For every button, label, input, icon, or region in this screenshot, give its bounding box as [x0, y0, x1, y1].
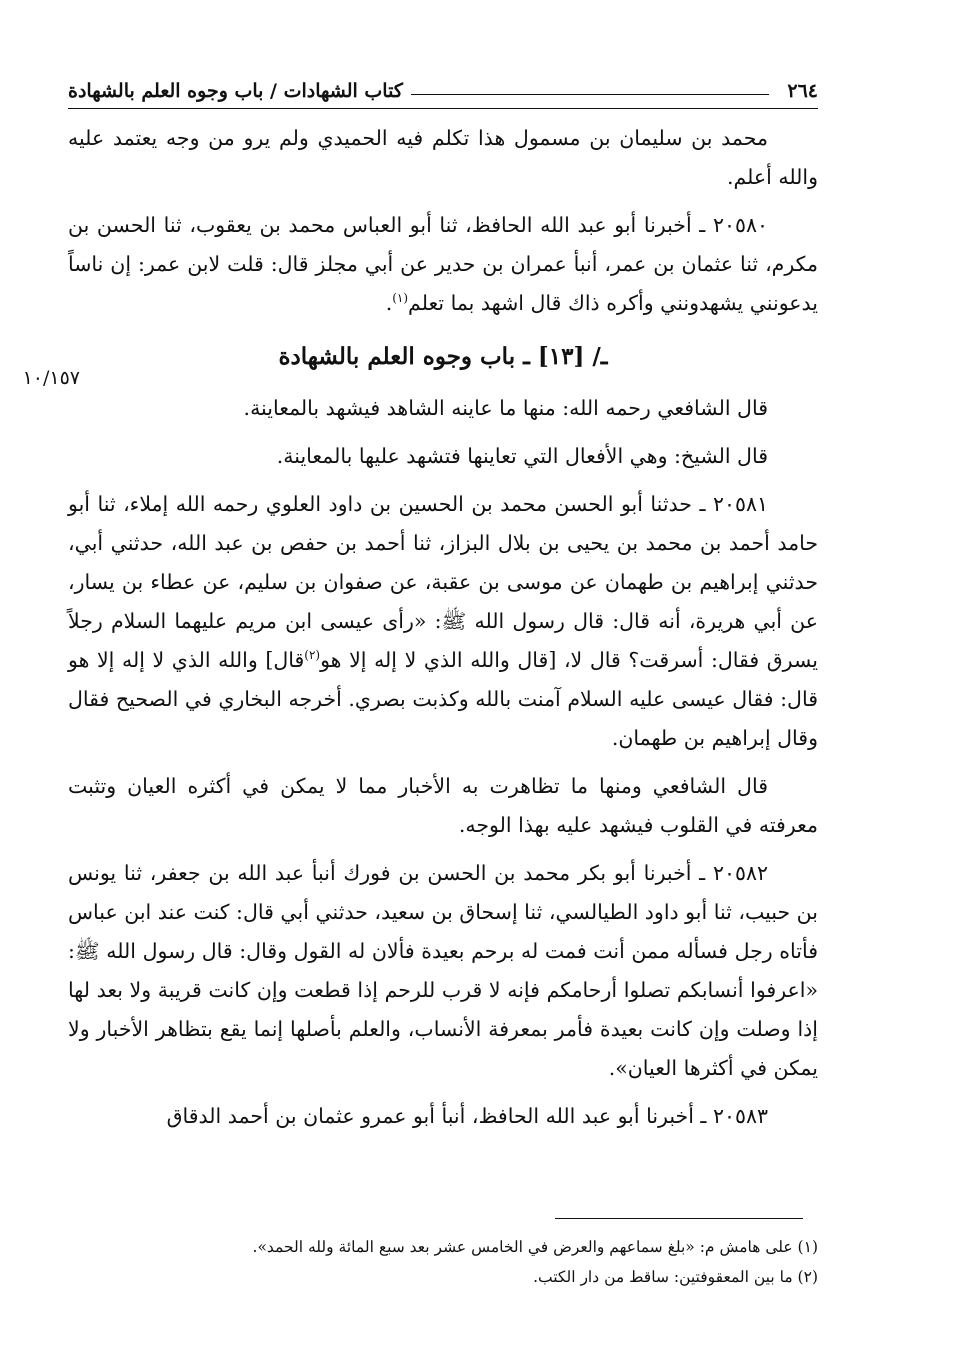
- page-number: ٢٦٤: [787, 80, 818, 102]
- paragraph: ٢٠٥٨٢ ـ أخبرنا أبو بكر محمد بن الحسن بن فورك أنبأ عبد الله بن جعفر، ثنا يونس بن حبيب، ثنا أبو داود الطيالسي، ثنا إسحاق بن سعيد، حدثني أبي قال: كنت عند ابن عباس فأتاه رجل فسأله ممن أنت فمت له برحم بعيدة فألان له القول وقال: قال رسول الله ﷺ: «اعرفوا أنسابكم تصلوا أرحامكم فإنه لا قرب للرحم إذا قطعت وإن كانت قريبة ولا بعد لها إذا وصلت وإن كانت بعيدة فأمر بمعرفة الأنساب، والعلم بأصلها إنما يقع بتظاهر الأخبار ولا يمكن في أكثرها العيان».: [68, 861, 818, 1080]
- footnote-ref: (١): [392, 291, 409, 306]
- main-text: [68, 119, 818, 1136]
- paragraph: محمد بن سليمان بن مسمول هذا تكلم فيه الحميدي ولم يرو من وجه يعتمد عليه والله أعلم.: [68, 126, 818, 189]
- header-rule: [411, 94, 770, 95]
- paragraph: قال الشافعي رحمه الله: منها ما عاينه الشاهد فيشهد بالمعاينة.: [243, 396, 768, 420]
- footnote-ref: (٢): [304, 648, 321, 663]
- paragraph: ٢٠٥٨٠ ـ أخبرنا أبو عبد الله الحافظ، ثنا أبو العباس محمد بن يعقوب، ثنا الحسن بن مكرم، ثنا عثمان بن عمر، أنبأ عمران بن حدير عن أبي مجلز قال: قلت لابن عمر: إن ناساً يدعونني يشهدونني وأكره ذاك قال اشهد بما تعلم$^{(١)}$.: [68, 213, 818, 315]
- footnote: (٢) ما بين المعقوفتين: ساقط من دار الكتب.: [533, 1268, 818, 1286]
- footnote: (١) على هامش م: «بلغ سماعهم والعرض في الخامس عشر بعد سبع المائة ولله الحمد».: [252, 1238, 818, 1256]
- running-header: [68, 80, 818, 109]
- paragraph: قال الشافعي ومنها ما تظاهرت به الأخبار مما لا يمكن في أكثره العيان وتثبت معرفته في القلوب فيشهد عليه بهذا الوجه.: [68, 774, 818, 837]
- header-title: كتاب الشهادات / باب وجوه العلم بالشهادة: [68, 80, 403, 102]
- paragraph: ٢٠٥٨٣ ـ أخبرنا أبو عبد الله الحافظ، أنبأ أبو عمرو عثمان بن أحمد الدقاق: [166, 1104, 768, 1128]
- page: [68, 80, 818, 1145]
- margin-reference: ١٠/١٥٧: [22, 367, 80, 389]
- paragraph: قال الشيخ: وهي الأفعال التي تعاينها فتشهد عليها بالمعاينة.: [276, 444, 768, 468]
- chapter-heading: ـ/ [١٣] ـ باب وجوه العلم بالشهادة: [278, 343, 608, 370]
- footnotes: [68, 1232, 818, 1292]
- footnote-separator: [555, 1218, 803, 1219]
- paragraph: ٢٠٥٨١ ـ حدثنا أبو الحسن محمد بن الحسين بن داود العلوي رحمه الله إملاء، ثنا أبو حامد أحمد بن محمد بن يحيى بن بلال البزاز، ثنا أحمد بن حفص بن عبد الله، حدثني أبي، حدثني إبراهيم بن طهمان عن موسى بن عقبة، عن صفوان بن سليم، عن عطاء بن يسار، عن أبي هريرة، أنه قال: قال رسول الله ﷺ: «رأى عيسى ابن مريم عليهما السلام رجلاً يسرق فقال: أسرقت؟ قال لا، [قال والله الذي لا إله إلا هو$^{(٢)}$قال] والله الذي لا إله إلا هو قال: فقال عيسى عليه السلام آمنت بالله وكذبت بصري. أخرجه البخاري في الصحيح فقال وقال إبراهيم بن طهمان.: [68, 492, 818, 750]
